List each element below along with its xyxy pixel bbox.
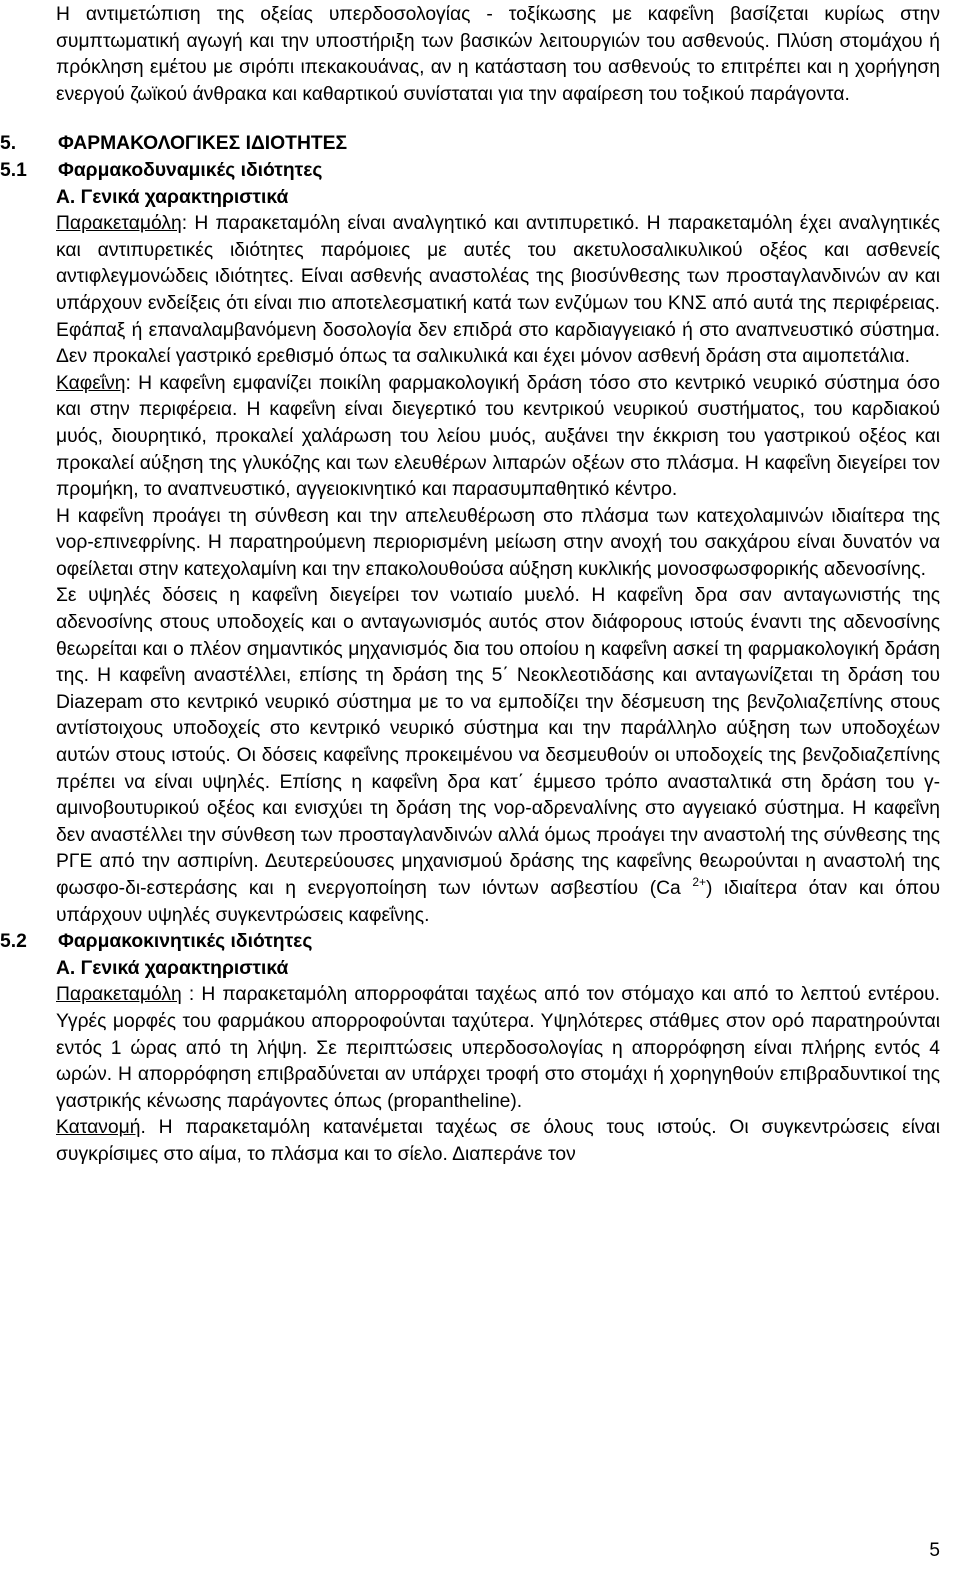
paracetamol-paragraph: Παρακεταμόλη: Η παρακεταμόλη είναι αναλγητικό και αντιπυρετικό. Η παρακεταμόλη έχει αναλγητικές και αντιπυρετικές ιδιότητες παρόμοιες με αυτές του ακετυλοσαλικυλικού οξέος και ασθενείς αντιφλεγμονώδεις ιδιότητες. Είναι ασθενής αναστολέας της βιοσύνθεσης των προσταγλανδινών αν και υπάρχουν ενδείξεις ότι είναι πιο αποτελεσματική κατά των ενζύμων του ΚΝΣ από αυτά της περιφέρειας. Εφάπαξ ή επαναλαμβανόμενη δοσολογία δεν επιδρά στο καρδιαγγειακό ή στο αναπνευστικό σύστημα. Δεν προκαλεί γαστρικό ερεθισμό όπως τα σαλικυλικά και έχει μόνον ασθενή δράση στα αιμοπετάλια. bbox=[56, 213, 940, 368]
intro-paragraph: Η αντιμετώπιση της οξείας υπερδοσολογίας - τοξίκωσης με καφεΐνη βασίζεται κυρίως στην συμπτωματική αγωγή και την υποστήριξη των βασικών λειτουργιών του ασθενούς. Πλύση στομάχου ή πρόκληση εμέτου με σιρόπι ιπεκακουάνας, αν η κατάσταση του ασθενούς το επιτρέπει και η χορήγηση ενεργού ζωϊκού άνθρακα και καθαρτικού συνίσταται για την αφαίρεση του τοξικού παράγοντα. bbox=[56, 4, 940, 105]
caffeine-paragraph-3: Σε υψηλές δόσεις η καφεΐνη διεγείρει τον νωτιαίο μυελό. Η καφεΐνη δρα σαν ανταγωνιστής της αδενοσίνης στους υποδοχείς και ο ανταγωνισμός αυτός στον διάφορους ιστούς έναντι της αδενοσίνης θεωρείται και ο πλέον σημαντικός μηχανισμός δια του οποίου η καφεΐνη ασκεί τη φαρμακολογική δράση της. Η καφεΐνη αναστέλλει, επίσης τη δράση της 5΄ Νεοκλεοτιδάσης και ανταγωνίζεται τη δράση του Diazepam στο κεντρικό νευρικό σύστημα με το να εμποδίζει την δέσμευση της βενζολιαζεπίνης στους αντίστοιχους υποδοχείς στο κεντρικό νευρικό σύστημα και την παράλληλο αύξηση των υποδοχέων αυτών στους ιστούς. Οι δόσεις καφεΐνης προκειμένου να δεσμευθούν οι υποδοχείς της βενζοδιαζεπίνης πρέπει να είναι υψηλές. Επίσης η καφεΐνη δρα κατ΄ έμμεσο τρόπο ανασταλτικά στη δράση του γ-αμινοβουτυρικού οξέος και ενισχύει τη δράση της νορ-αδρεναλίνης στο αγγειακό σύστημα. Η καφεΐνη δεν αναστέλλει την σύνθεση των προσταγλανδινών αλλά όμως προάγει την αναστολή της σύνθεσης της ΡΓΕ από την ασπιρίνη. Δευτερεύουσες μηχανισμού δράσης της καφεΐνης θεωρούνται η αναστολή της φωσφο-δι-εστεράσης και η ενεργοποίηση των ιόντων ασβεστίου (Ca $^{2+}$) ιδιαίτερα όταν και όπου υπάρχουν υψηλές συγκεντρώσεις καφεΐνης. bbox=[56, 585, 940, 926]
caffeine-paragraph-2: Η καφεΐνη προάγει τη σύνθεση και την απελευθέρωση στο πλάσμα των κατεχολαμινών ιδιαίτερα της νορ-επινεφρίνης. Η παρατηρούμενη περιορισμένη μείωση στην ανοχή του σακχάρου είναι δυνατόν να οφείλεται στην κατεχολαμίνη και την επακολουθούσα αύξηση κυκλικής μονοσφωσφορικής αδενοσίνης. bbox=[56, 505, 940, 580]
pk-paracetamol-label: Παρακεταμόλη bbox=[56, 984, 182, 1006]
paracetamol-label: Παρακεταμόλη bbox=[56, 213, 182, 235]
page-number: 5 bbox=[929, 1540, 940, 1561]
section-5-1-heading: 5.1 Φαρμακοδυναμικές ιδιότητες bbox=[0, 159, 323, 181]
section-5-heading: 5. ΦΑΡΜΑΚΟΛΟΓΙΚΕΣ ΙΔΙΟΤΗΤΕΣ bbox=[0, 133, 348, 155]
distribution-label: Κατανομή bbox=[56, 1117, 141, 1139]
section-5-2-heading: 5.2 Φαρμακοκινητικές ιδιότητες bbox=[0, 931, 313, 953]
distribution-paragraph: Κατανομή. Η παρακεταμόλη κατανέμεται ταχέως σε όλους τους ιστούς. Οι συγκεντρώσεις είναι συγκρίσιμες στο αίμα, το πλάσμα και το σίελο. Διαπεράνε τον bbox=[56, 1117, 940, 1165]
caffeine-label: Καφεΐνη bbox=[56, 372, 126, 394]
section-5-1-subheading: Α. Γενικά χαρακτηριστικά bbox=[56, 186, 289, 208]
pk-paracetamol-paragraph: Παρακεταμόλη : Η παρακεταμόλη απορροφάται ταχέως από τον στόμαχο και από το λεπτού εντέρου. Υγρές μορφές του φαρμάκου απορροφούνται ταχύτερα. Υψηλότερες στάθμες στον ορό παρατηρούνται εντός 1 ώρας από τη λήψη. Σε περιπτώσεις υπερδοσολογίας η απορρόφηση είναι πλήρης εντός 4 ωρών. Η απορρόφηση επιβραδύνεται αν υπάρχει τροφή στο στομάχι ή χορηγηθούν επιβραδυντικοί της γαστρικής κένωσης παράγοντες όπως (propantheline). bbox=[56, 984, 940, 1112]
caffeine-paragraph: Καφεΐνη: Η καφεΐνη εμφανίζει ποικίλη φαρμακολογική δράση τόσο στο κεντρικό νευρικό σύστημα όσο και στην περιφέρεια. Η καφεΐνη είναι διεγερτικό του κεντρικού νευρικού συστήματος, του καρδιακού μυός, διουρητικό, προκαλεί χαλάρωση του λείου μυός, αυξάνει την έκκριση του γαστρικού οξέος και προκαλεί αύξηση της γλυκόζης και των ελευθέρων λιπαρών οξέων στο πλάσμα. Η καφεΐνη διεγείρει τον προμήκη, το αναπνευστικό, αγγειοκινητικό και παρασυμπαθητικό κέντρο. bbox=[56, 372, 940, 501]
section-5-2-subheading: Α. Γενικά χαρακτηριστικά bbox=[56, 957, 289, 979]
calcium-superscript: 2+ bbox=[692, 875, 707, 889]
